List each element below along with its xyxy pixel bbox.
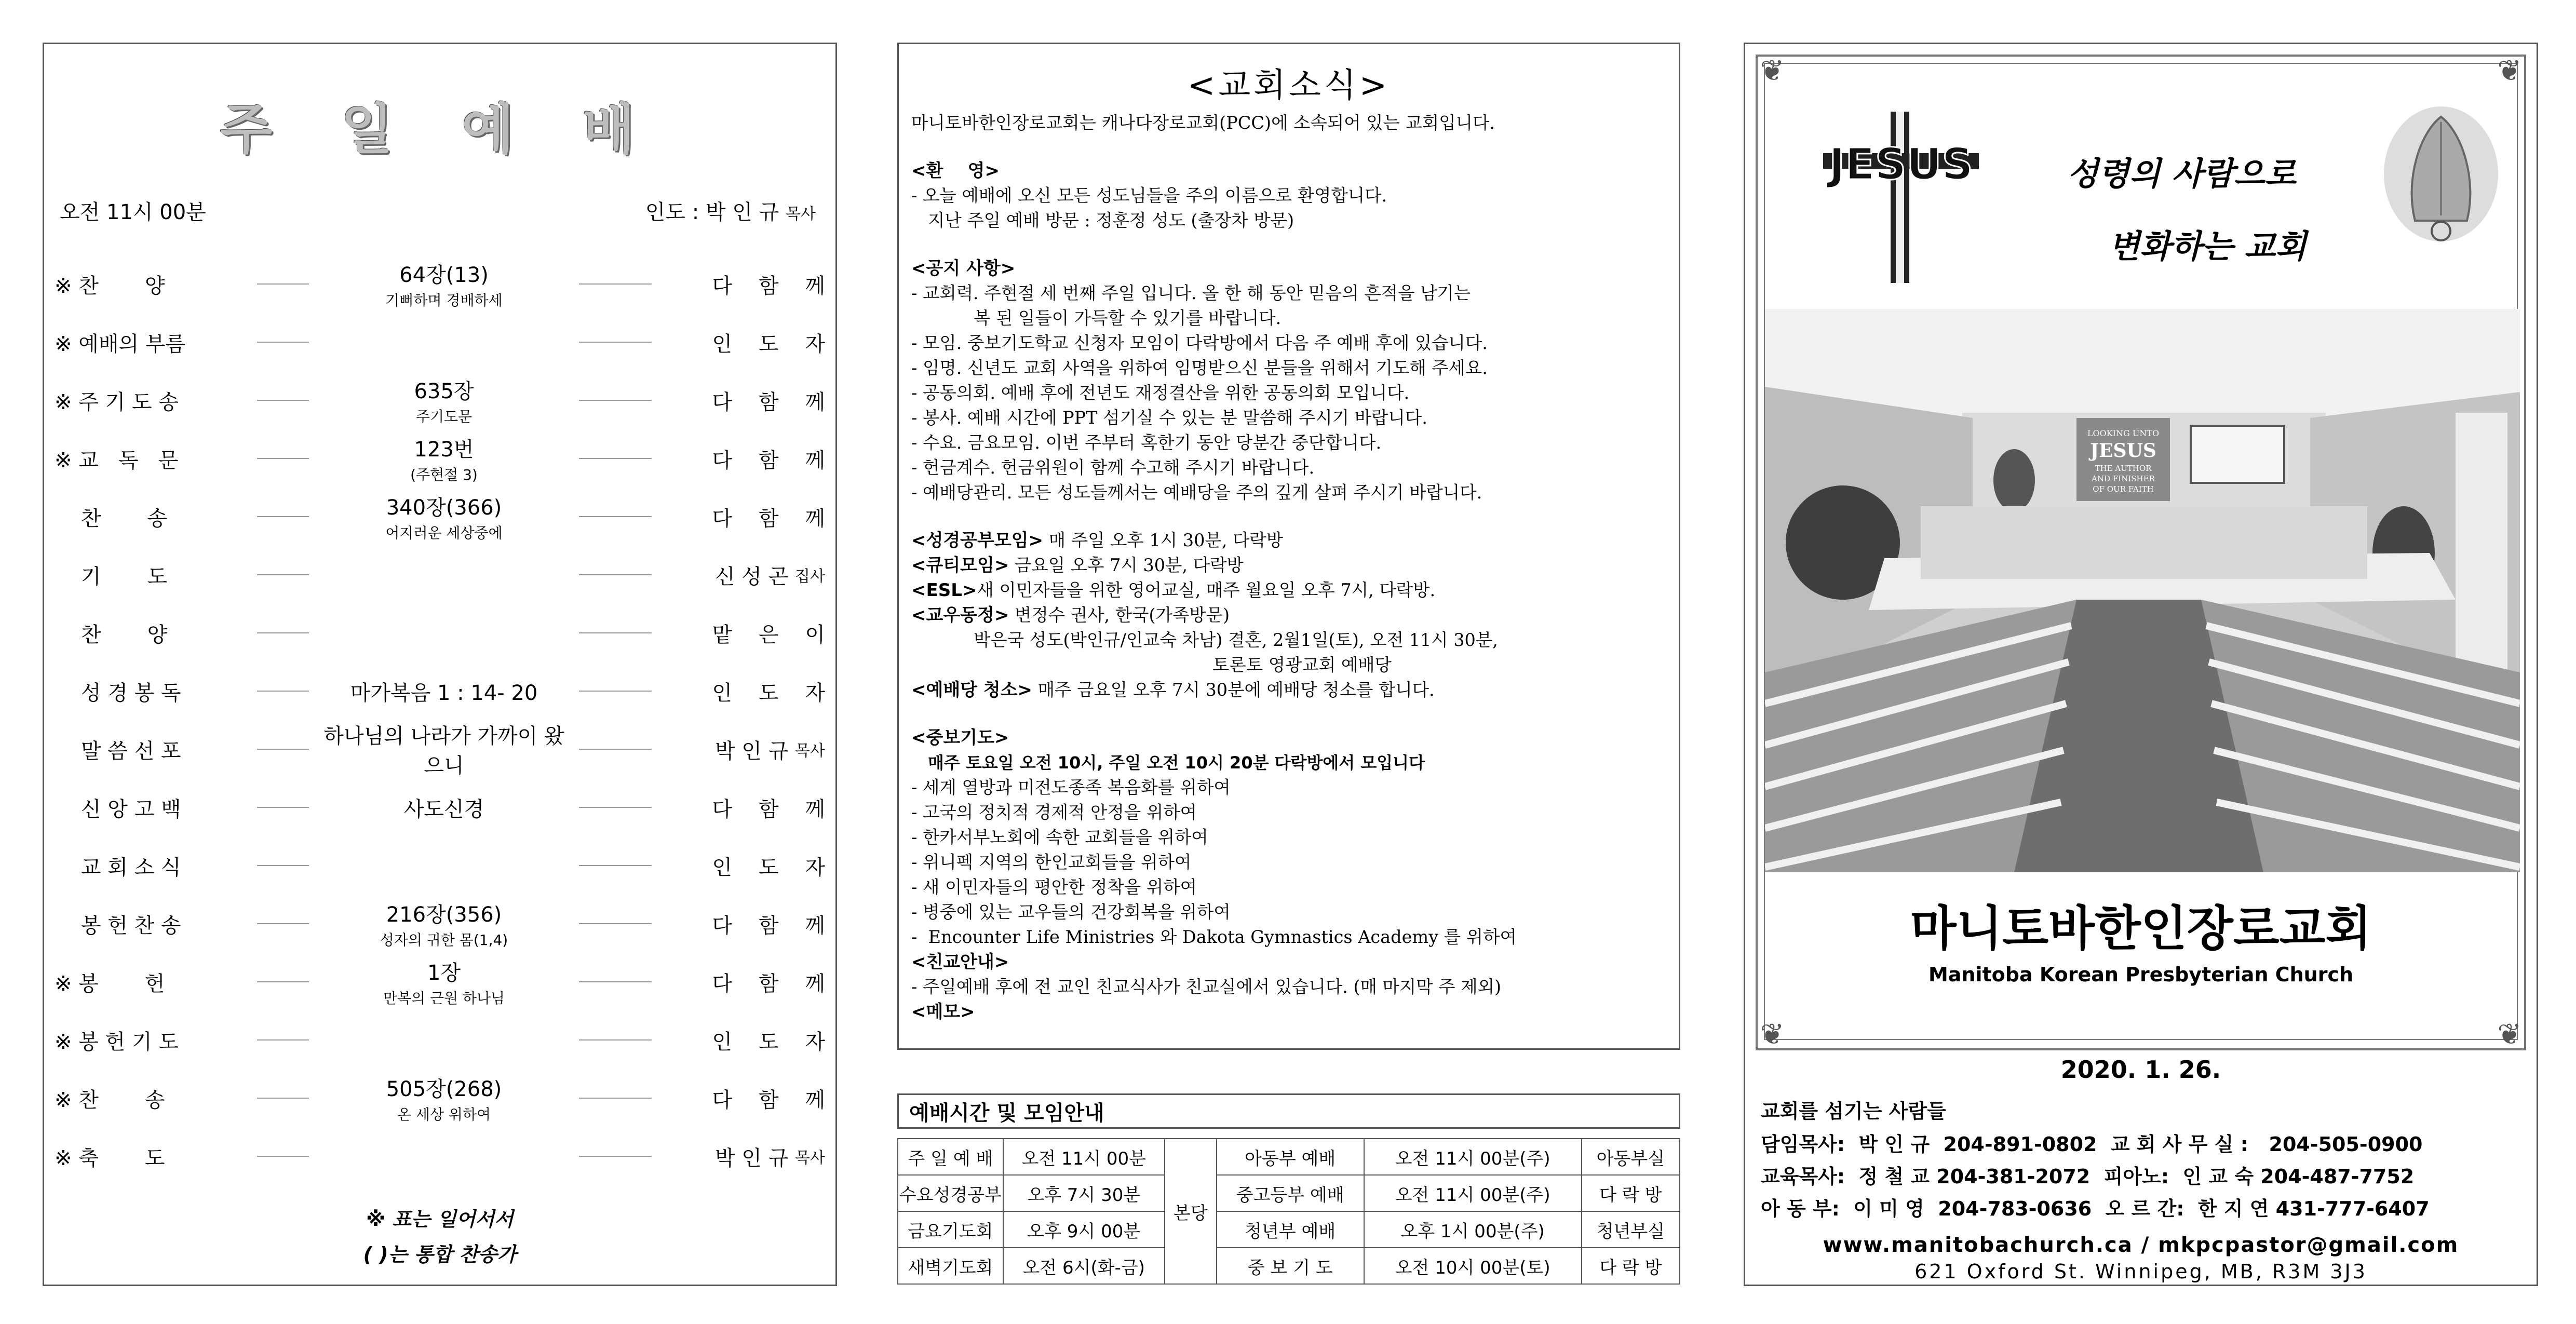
row-content — [314, 721, 574, 778]
schedule-table — [897, 1138, 1680, 1285]
schedule-cell: 오전 10시 00분(토) — [1364, 1248, 1582, 1284]
logo-text: JESUS — [1829, 139, 1973, 190]
row-main: 64장(13) — [399, 263, 489, 287]
row-main: 1장 — [427, 961, 461, 985]
news-line: - 임명. 신년도 교회 사역을 위하여 임명받으신 분들을 위해서 기도해 주세요. — [911, 358, 1488, 378]
leader-name: 인도 : 박 인 규 — [645, 200, 779, 224]
ornament-icon: ❦ — [2497, 1018, 2522, 1051]
worship-order-row — [44, 663, 835, 720]
row-content — [314, 314, 574, 371]
cover-panel — [1744, 43, 2538, 1286]
photo-sign-2: JESUS — [2090, 440, 2156, 462]
slogan-line-1: 성령의 사람으로 — [2067, 155, 2296, 193]
row-rule — [579, 342, 652, 343]
schedule-cell: 중고등부 예배 — [1217, 1175, 1364, 1211]
news-item — [911, 678, 1666, 702]
row-rule — [257, 458, 309, 459]
row-sub: 만복의 근원 하나님 — [383, 989, 505, 1007]
row-person — [662, 779, 825, 836]
row-rule — [579, 283, 652, 285]
row-rule — [257, 516, 309, 517]
photo-sign-1: LOOKING UNTO — [2087, 428, 2160, 438]
worship-order-row — [44, 1128, 835, 1185]
schedule-cell: 오전 11시 00분(주) — [1364, 1175, 1582, 1211]
row-rule — [579, 923, 652, 924]
church-address: 621 Oxford St. Winnipeg, MB, R3M 3J3 — [1914, 1260, 2367, 1283]
row-who-title: 목사 — [795, 742, 825, 760]
news-line: - 고국의 정치적 경제적 안정을 위하여 — [911, 802, 1197, 822]
row-rule — [579, 1039, 652, 1041]
news-item-heading: <교우동정> — [911, 605, 1009, 626]
row-who: 박 인 규 — [714, 739, 789, 763]
row-rule — [579, 807, 652, 808]
news-item — [911, 528, 1666, 553]
news-line: - 공동의회. 예배 후에 전년도 재정결산을 위한 공동의회 모입니다. — [911, 383, 1410, 403]
row-who: 다 함 께 — [712, 1088, 825, 1112]
row-rule — [579, 865, 652, 866]
schedule-cell: 주 일 예 배 — [898, 1139, 1003, 1175]
staff-heading: 교회를 섬기는 사람들 — [1761, 1100, 1946, 1123]
row-content — [314, 895, 574, 952]
row-rule — [257, 807, 309, 808]
row-sub: (주현절 3) — [410, 466, 478, 483]
row-who: 다 함 께 — [712, 448, 825, 472]
news-item-text: 금요일 오후 7시 30분, 다락방 — [1009, 555, 1244, 575]
row-label: ※ 봉 헌 — [55, 971, 165, 996]
news-section-heading: <중보기도> — [911, 727, 1009, 748]
row-who: 맡 은 이 — [712, 623, 825, 647]
spacer — [911, 702, 1666, 725]
row-who: 다 함 께 — [712, 797, 825, 821]
row-label: 찬 양 — [55, 623, 168, 647]
worship-time: 오전 11시 00분 — [60, 200, 206, 224]
news-item-heading: <큐티모임> — [911, 555, 1009, 576]
row-sub: 기뻐하며 경배하세 — [385, 291, 503, 309]
row-content — [314, 488, 574, 545]
news-line: - 새 이민자들의 평안한 정착을 위하여 — [911, 877, 1197, 897]
worship-order-row — [44, 1011, 835, 1069]
row-rule — [257, 981, 309, 982]
row-main: 하나님의 나라가 가까이 왔으니 — [323, 724, 564, 778]
ornament-icon: ❦ — [1760, 1018, 1785, 1051]
row-content — [314, 604, 574, 661]
worship-order-row — [44, 430, 835, 487]
row-content — [314, 953, 574, 1010]
schedule-cell: 새벽기도회 — [898, 1248, 1003, 1284]
news-line: - 병중에 있는 교우들의 건강회복을 위하여 — [911, 902, 1231, 922]
row-content — [314, 1011, 574, 1069]
schedule-row — [898, 1175, 1680, 1211]
staff-line: 아 동 부: 이 미 영 204-783-0636 오 르 간: 한 지 연 431-777-6407 — [1761, 1197, 2430, 1220]
worship-order-row — [44, 604, 835, 661]
row-who: 박 인 규 — [714, 1146, 789, 1170]
schedule-cell: 중 보 기 도 — [1217, 1248, 1364, 1284]
news-bold-line: 매주 토요일 오전 10시, 주일 오전 10시 20분 다락방에서 모입니다 — [928, 753, 1425, 773]
worship-order-row — [44, 895, 835, 952]
row-rule — [257, 691, 309, 692]
schedule-row — [898, 1211, 1680, 1248]
row-content — [314, 663, 574, 720]
church-name: 마니토바한인장로교회 — [1910, 901, 2372, 956]
spacer — [911, 233, 1666, 256]
row-label: 성 경 봉 독 — [55, 681, 181, 705]
news-item-heading: <ESL> — [911, 580, 977, 601]
news-line: - 모임. 중보기도학교 신청자 모임이 다락방에서 다음 주 예배 후에 있습니다. — [911, 333, 1488, 353]
row-person — [662, 546, 825, 603]
row-rule — [579, 632, 652, 633]
row-label: ※ 찬 양 — [55, 274, 165, 298]
worship-order-row — [44, 314, 835, 371]
photo-sign-3: THE AUTHOR — [2095, 464, 2152, 473]
news-line: - 봉사. 예배 시간에 PPT 섬기실 수 있는 분 말씀해 주시기 바랍니다. — [911, 408, 1427, 428]
row-person — [662, 488, 825, 545]
news-line: - 오늘 예배에 오신 모든 성도님들을 주의 이름으로 환영합니다. — [911, 185, 1387, 206]
row-rule — [579, 981, 652, 982]
row-rule — [257, 574, 309, 575]
staff-line: 담임목사: 박 인 규 204-891-0802 교 회 사 무 실 : 204-505-0900 — [1761, 1133, 2423, 1156]
praying-hands-image — [2368, 86, 2514, 252]
news-line: - 헌금계수. 헌금위원이 함께 수고해 주시기 바랍니다. — [911, 457, 1315, 478]
schedule-cell: 오후 1시 00분(주) — [1364, 1211, 1582, 1248]
worship-order-row — [44, 488, 835, 545]
row-sub: 주기도문 — [415, 408, 473, 425]
row-rule — [257, 749, 309, 750]
row-who-title: 목사 — [795, 1149, 825, 1167]
row-rule — [579, 400, 652, 401]
row-label: 교 회 소 식 — [55, 855, 181, 880]
row-content — [314, 430, 574, 487]
row-main: 216장(356) — [386, 902, 502, 927]
row-rule — [579, 691, 652, 692]
row-who: 인 도 자 — [712, 1030, 825, 1054]
row-who-title: 집사 — [795, 568, 825, 586]
news-section-heading: <친교안내> — [911, 952, 1009, 972]
row-label: ※ 예배의 부름 — [55, 332, 186, 356]
schedule-cell: 청년부 예배 — [1217, 1211, 1364, 1248]
row-who: 다 함 께 — [712, 913, 825, 938]
news-line: - 세계 열방과 미전도종족 복음화를 위하여 — [911, 777, 1231, 798]
news-item-text: 변정수 권사, 한국(가족방문) — [1009, 605, 1230, 625]
row-label: 신 앙 고 백 — [55, 797, 181, 821]
staff-line: 교육목사: 정 철 교 204-381-2072 피아노: 인 교 숙 204-487-7752 — [1761, 1165, 2415, 1188]
row-who: 인 도 자 — [712, 681, 825, 705]
row-main: 마가복음 1 : 14- 20 — [350, 681, 538, 705]
schedule-cell: 오후 7시 30분 — [1003, 1175, 1165, 1211]
ornament-icon: ❦ — [2497, 54, 2522, 88]
row-sub: 온 세상 위하여 — [397, 1105, 491, 1123]
news-line: - 위니펙 지역의 한인교회들을 위하여 — [911, 852, 1192, 872]
schedule-cell: 수요성경공부 — [898, 1175, 1003, 1211]
row-label: 찬 송 — [55, 506, 168, 531]
spacer — [911, 136, 1666, 158]
schedule-cell: 오후 9시 00분 — [1003, 1211, 1165, 1248]
row-rule — [257, 865, 309, 866]
row-who: 다 함 께 — [712, 390, 825, 414]
hymnal-note: ( )는 통합 찬송가 — [363, 1243, 517, 1266]
photo-sign-4: AND FINISHER — [2092, 474, 2155, 483]
schedule-cell: 금요기도회 — [898, 1211, 1003, 1248]
schedule-cell: 다 락 방 — [1582, 1248, 1680, 1284]
row-who: 인 도 자 — [712, 332, 825, 356]
row-rule — [257, 923, 309, 924]
row-content — [314, 1070, 574, 1127]
row-person — [662, 255, 825, 313]
row-who: 다 함 께 — [712, 506, 825, 531]
row-main: 사도신경 — [403, 797, 484, 821]
news-item-text: 매주 금요일 오후 7시 30분에 예배당 청소를 합니다. — [1032, 680, 1435, 700]
news-line: 토론토 영광교회 예배당 — [1212, 655, 1392, 675]
news-item-heading: <성경공부모임> — [911, 530, 1044, 551]
row-person — [662, 372, 825, 429]
sanctuary-photo — [1765, 309, 2520, 872]
row-person — [662, 953, 825, 1010]
worship-order-row — [44, 953, 835, 1010]
row-rule — [257, 1039, 309, 1041]
row-person — [662, 604, 825, 661]
row-content — [314, 372, 574, 429]
row-label: ※ 찬 송 — [55, 1088, 165, 1112]
row-person — [662, 1011, 825, 1069]
news-line: 박은국 성도(박인규/인교숙 차남) 결혼, 2월1일(토), 오전 11시 30분, — [974, 630, 1498, 650]
worship-order-row — [44, 372, 835, 429]
row-rule — [579, 1156, 652, 1157]
worship-order-row — [44, 255, 835, 313]
schedule-cell: 청년부실 — [1582, 1211, 1680, 1248]
row-content — [314, 837, 574, 894]
news-item — [911, 578, 1666, 603]
worship-title: 주 일 예 배 — [220, 98, 660, 161]
news-line: 복 된 일들이 가득할 수 있기를 바랍니다. — [974, 308, 1282, 328]
row-person — [662, 1070, 825, 1127]
row-rule — [257, 342, 309, 343]
row-content — [314, 255, 574, 313]
news-item — [911, 603, 1666, 628]
row-main: 505장(268) — [386, 1077, 502, 1101]
row-who: 다 함 께 — [712, 971, 825, 996]
order-of-worship-panel — [43, 43, 837, 1286]
row-rule — [579, 1098, 652, 1099]
row-label: 기 도 — [55, 564, 168, 589]
news-line: - 예배당관리. 모든 성도들께서는 예배당을 주의 깊게 살펴 주시기 바랍니다. — [911, 482, 1482, 503]
schedule-title: 예배시간 및 모임안내 — [897, 1093, 1680, 1129]
row-label: 봉 헌 찬 송 — [55, 913, 181, 938]
row-person — [662, 895, 825, 952]
slogan-line-2: 변화하는 교회 — [2109, 227, 2307, 265]
news-item-heading: <예배당 청소> — [911, 680, 1033, 700]
news-line: - Encounter Life Ministries 와 Dakota Gymnastics Academy 를 위하여 — [911, 927, 1517, 947]
row-content — [314, 1128, 574, 1185]
schedule-row — [898, 1139, 1680, 1175]
row-who: 신 성 곤 — [714, 564, 789, 589]
bulletin-date: 2020. 1. 26. — [2060, 1056, 2221, 1084]
news-item-text: 매 주일 오후 1시 30분, 다락방 — [1043, 530, 1284, 550]
row-who: 인 도 자 — [712, 855, 825, 880]
row-person — [662, 314, 825, 371]
row-sub: 성자의 귀한 몸(1,4) — [380, 931, 508, 949]
row-content — [314, 779, 574, 836]
schedule-row — [898, 1248, 1680, 1284]
row-main: 340장(366) — [386, 495, 502, 520]
schedule-cell: 오전 6시(화-금) — [1003, 1248, 1165, 1284]
website-email[interactable]: www.manitobachurch.ca / mkpcpastor@gmail.com — [1823, 1233, 2459, 1257]
schedule-cell: 아동부 예배 — [1217, 1139, 1364, 1175]
row-person — [662, 721, 825, 778]
row-label: ※ 봉 헌 기 도 — [55, 1030, 179, 1054]
news-section-heading: <메모> — [911, 1002, 975, 1022]
news-line: - 한카서부노회에 속한 교회들을 위하여 — [911, 827, 1208, 847]
schedule-location: 본당 — [1165, 1139, 1217, 1284]
news-item-text: 새 이민자들을 위한 영어교실, 매주 월요일 오후 7시, 다락방. — [977, 580, 1436, 600]
row-person — [662, 837, 825, 894]
row-rule — [257, 1156, 309, 1157]
church-news-panel — [897, 43, 1680, 1050]
row-rule — [257, 632, 309, 633]
schedule-cell: 다 락 방 — [1582, 1175, 1680, 1211]
row-rule — [257, 400, 309, 401]
worship-order-row — [44, 1070, 835, 1127]
row-label: ※ 축 도 — [55, 1146, 165, 1170]
row-label: ※ 교 독 문 — [55, 448, 179, 472]
news-line: 마니토바한인장로교회는 캐나다장로교회(PCC)에 소속되어 있는 교회입니다. — [911, 113, 1495, 133]
row-rule — [579, 516, 652, 517]
news-line: - 교회력. 주현절 세 번째 주일 입니다. 올 한 해 동안 믿음의 흔적을 남기는 — [911, 283, 1471, 303]
schedule-cell: 오전 11시 00분 — [1003, 1139, 1165, 1175]
row-main: 123번 — [414, 437, 474, 462]
row-person — [662, 430, 825, 487]
row-sub: 어지러운 세상중에 — [385, 524, 503, 542]
row-person — [662, 663, 825, 720]
row-main: 635장 — [414, 379, 474, 403]
worship-order-row — [44, 779, 835, 836]
row-rule — [257, 1098, 309, 1099]
row-person — [662, 1128, 825, 1185]
spacer — [911, 505, 1666, 528]
leader-title: 목사 — [786, 205, 816, 223]
row-who: 다 함 께 — [712, 274, 825, 298]
news-section-heading: <환 영> — [911, 160, 1000, 181]
row-label: 말 씀 선 포 — [55, 739, 181, 763]
row-label: ※ 주 기 도 송 — [55, 390, 179, 414]
news-item — [911, 553, 1666, 578]
schedule-cell: 오전 11시 00분(주) — [1364, 1139, 1582, 1175]
photo-sign-5: OF OUR FAITH — [2093, 484, 2154, 494]
church-name-english: Manitoba Korean Presbyterian Church — [1928, 963, 2354, 986]
worship-order-row — [44, 837, 835, 894]
row-rule — [579, 458, 652, 459]
row-rule — [257, 283, 309, 285]
news-title: <교회소식> — [1187, 66, 1391, 105]
worship-leader — [645, 196, 816, 225]
news-line: 지난 주일 예배 방문 : 정훈정 성도 (출장차 방문) — [928, 210, 1294, 231]
ornament-icon: ❦ — [1760, 54, 1785, 88]
worship-order-row — [44, 546, 835, 603]
schedule-cell: 아동부실 — [1582, 1139, 1680, 1175]
worship-order-row — [44, 721, 835, 778]
news-body — [911, 111, 1666, 1024]
row-rule — [579, 749, 652, 750]
news-line: - 주일예배 후에 전 교인 친교식사가 친교실에서 있습니다. (매 마지막 주 제외) — [911, 977, 1502, 997]
news-line: - 수요. 금요모임. 이번 주부터 혹한기 동안 당분간 중단합니다. — [911, 433, 1382, 453]
news-section-heading: <공지 사항> — [911, 258, 1016, 279]
row-rule — [579, 574, 652, 575]
jesus-cross-logo — [1818, 101, 1984, 288]
row-content — [314, 546, 574, 603]
standing-note: ※ 표는 일어서서 — [366, 1208, 514, 1231]
